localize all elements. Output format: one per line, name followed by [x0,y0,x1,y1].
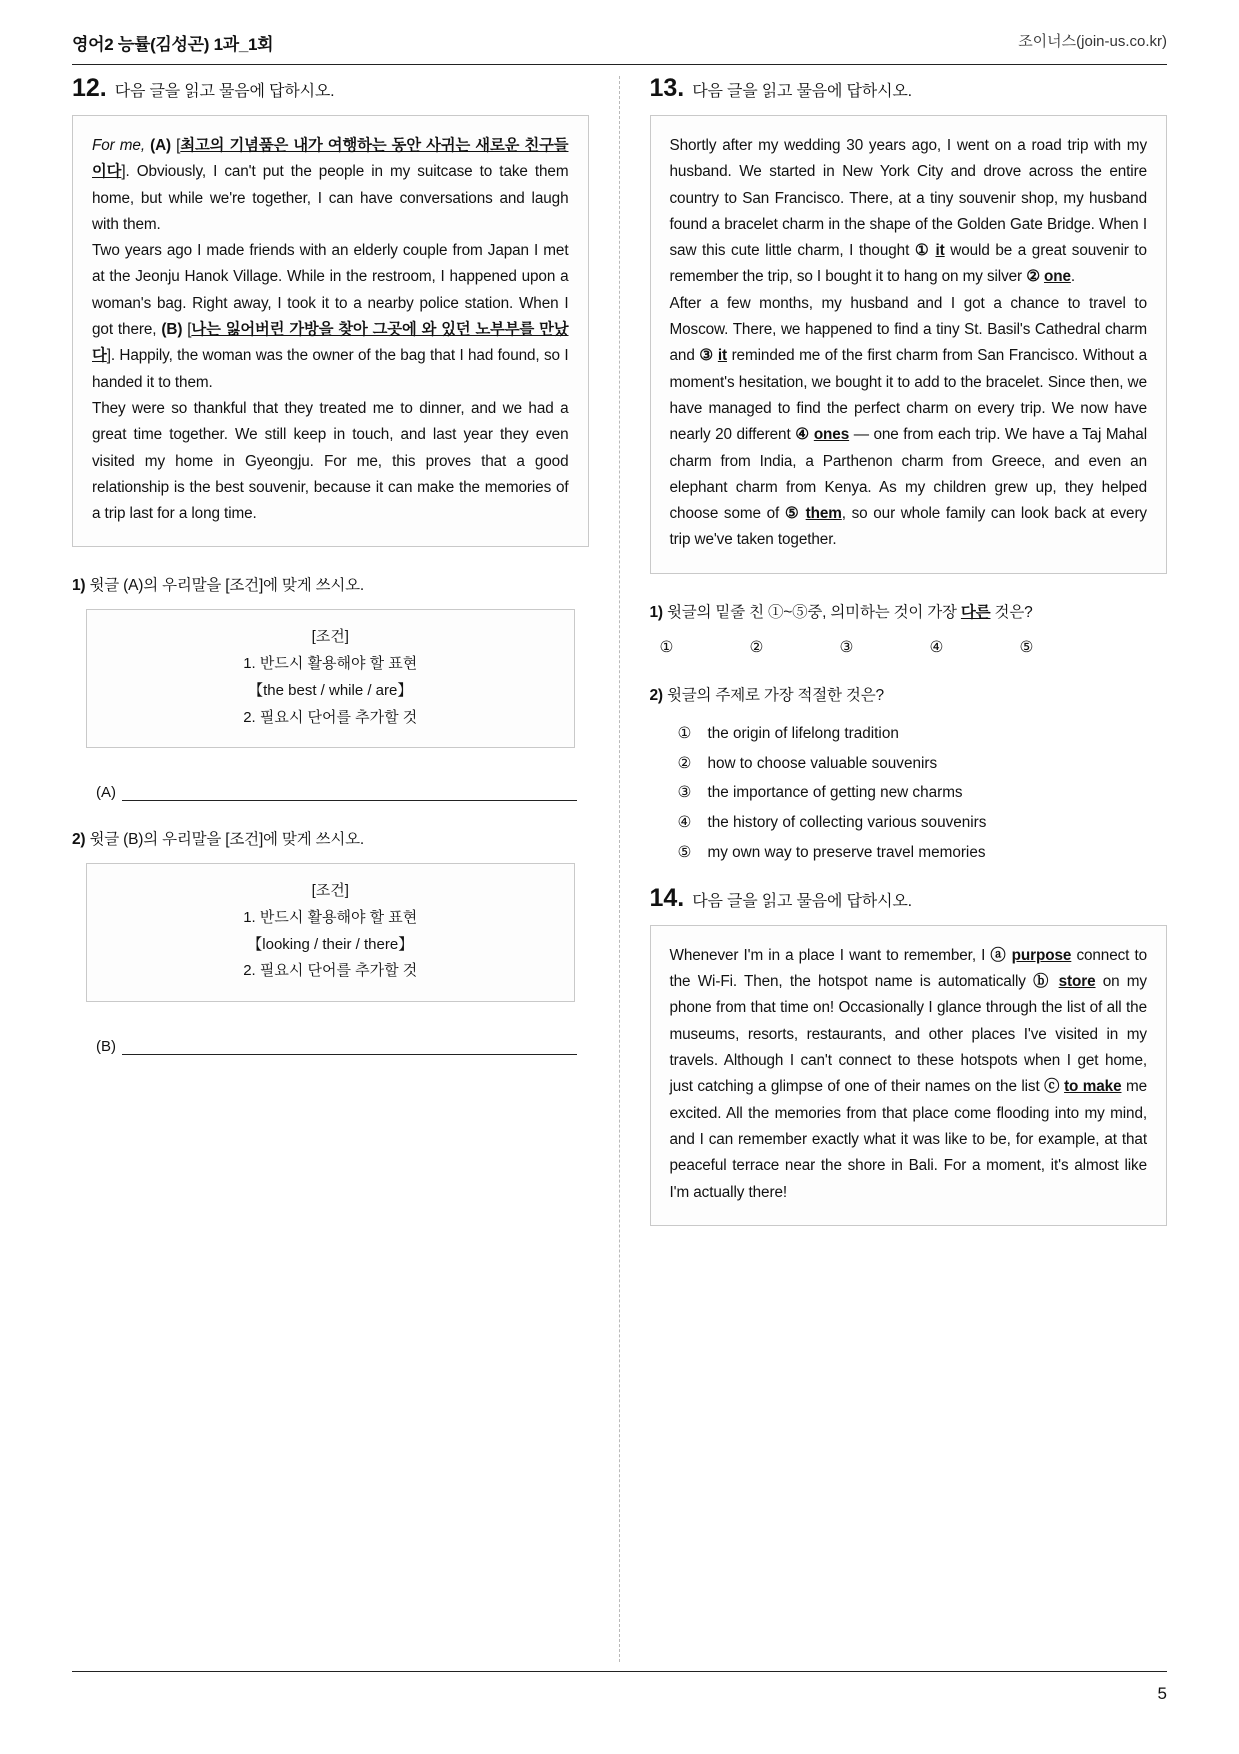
answer-line-b-label: (B) [96,1037,116,1055]
page-header [72,30,1167,65]
passage-13-marker-3-number: ③ [699,347,714,365]
question-13-head [650,76,1168,101]
passage-12-korean-a: 최고의 기념품은 내가 여행하는 동안 사귀는 새로운 친구들이다 [92,137,569,181]
passage-12-paragraph-3: They were so thankful that they treated me to dinner, and we had a great time together. We still keep in touch, and last year they even visited my home in Gyeongju. For me, this proves that a good relationship is the best souvenir, because it can make the memories of a trip last for a long time. [92,399,569,523]
passage-12-p2-part1: Two years ago I made friends with an elderly couple from Japan I met at the Jeonju Hanok Village. While in the restroom, I happened upon a woman's bag. Right away, I took it to a nearby police station. When I got there, [92,242,569,339]
question-14-number: 14. [649,883,685,912]
passage-14-marker-b-number: ⓑ [1033,973,1052,991]
question-12-answer-line-b[interactable] [96,1036,577,1055]
answer-line-a-rule[interactable] [122,782,577,801]
passage-14-part3: on my phone from that time on! Occasionally I glance through the list of all the museums, resorts, restaurants, and other places I've visited in my travels. Although I can't connect to these hotspots when I get home, just catching a glimpse of one of their names on the list [669,973,1147,1096]
choice-number-1[interactable]: ① [659,638,674,656]
passage-12-paragraph-2 [92,238,569,396]
passage-12-p2-bracket-open: [ [182,321,192,339]
left-column [72,76,620,1662]
question-13-sub-1-label: 1) [649,603,663,621]
passage-13-marker-5-word: them [805,505,842,523]
condition-2-title: [조건] [311,882,349,900]
passage-12-marker-b: (B) [161,321,183,339]
passage-13-marker-2-word: one [1043,268,1071,286]
page-number: 5 [1157,1684,1167,1703]
passage-14-marker-a-number: ⓐ [990,946,1007,964]
passage-13-p2-part2: reminded me of the first charm from San Francisco. Without a moment's hesitation, we bought it to add to the bracelet. Since then, we have managed to find the perfect charm on every trip. We now have nearly 20 different [669,347,1147,444]
option-item[interactable] [678,749,1168,779]
passage-13-p1-part3: . [1070,268,1076,286]
choice-number-2[interactable]: ② [749,638,764,656]
question-12-sub-2 [72,827,589,849]
question-12-head [72,76,589,101]
passage-13-p1-part2: would be a great souvenir to remember the trip, so I bought it to hang on my silver [669,242,1147,286]
question-12-instruction: 다음 글을 읽고 물음에 답하시오. [114,83,335,100]
question-13-sub-2-label: 2) [649,686,663,704]
question-12-sub-1-text: 윗글 (A)의 우리말을 [조건]에 맞게 쓰시오. [89,577,365,595]
passage-14-part2: connect to the Wi-Fi. Then, the hotspot name is automatically [669,946,1147,991]
option-2-text: how to choose valuable souvenirs [707,754,938,772]
condition-1-line-3: 2. 필요시 단어를 추가할 것 [243,708,418,726]
condition-2-line-3: 2. 필요시 단어를 추가할 것 [243,962,418,980]
option-1-number: ① [677,724,692,742]
question-13-sub-1-text-b: 것은? [990,603,1033,621]
passage-13-p2-part3: — one from each trip. We have a Taj Mahal charm from India, a Parthenon charm from Greece, and even an elephant charm from Kenya. As my children grew up, they helped choose some of [669,426,1147,523]
choice-number-5[interactable]: ⑤ [1019,638,1034,656]
passage-13-paragraph-1 [670,133,1148,291]
question-13-instruction: 다음 글을 읽고 물음에 답하시오. [692,83,912,100]
passage-12-p1-rest: ]. Obviously, I can't put the people in my suitcase to take them home, but while we're together, I can have conversations and laugh with them. [92,163,569,233]
question-12-sub-2-label: 2) [72,831,86,849]
header-publisher: 조이너스(join-us.co.kr) [1018,33,1167,50]
passage-12-p1-part1: For me, [92,137,151,154]
condition-1-title: [조건] [311,628,349,646]
condition-1-line-2: 【the best / while / are】 [248,681,413,699]
page-footer [72,1671,1167,1706]
passage-14-marker-c-number: ⓒ [1044,1078,1060,1096]
passage-13-marker-1-number: ① [914,242,930,260]
option-2-number: ② [677,754,692,772]
question-13-passage [650,115,1168,574]
content-columns [72,76,1167,1662]
passage-13-p2-part4: , so our whole family can look back at every trip we've taken together. [669,505,1147,549]
passage-13-marker-2-number: ② [1026,268,1040,286]
question-12-sub-2-text: 윗글 (B)의 우리말을 [조건]에 맞게 쓰시오. [89,831,365,849]
option-item[interactable] [678,838,1168,868]
question-13-sub-1 [650,600,1168,622]
passage-12-p2-rest: ]. Happily, the woman was the owner of the bag that I had found, so I handed it to them. [92,347,569,391]
question-13-sub-2-text: 윗글의 주제로 가장 적절한 것은? [667,686,884,704]
question-13-number: 13. [649,74,685,102]
question-12-passage [72,115,589,547]
condition-2-line-1: 1. 반드시 활용해야 할 표현 [243,908,418,926]
passage-13-paragraph-2 [670,291,1148,554]
passage-14-paragraph-1 [670,943,1148,1206]
header-title: 영어2 능률(김성곤) 1과_1회 [72,35,274,54]
answer-line-b-rule[interactable] [122,1036,577,1055]
condition-2-line-2: 【looking / their / there】 [247,935,414,953]
option-3-number: ③ [677,784,692,802]
passage-13-p1-part1: Shortly after my wedding 30 years ago, I went on a road trip with my husband. We started in New York City and drove across the entire country to San Francisco. There, at a tiny souvenir shop, my husband found a bracelet charm in the shape of the Golden Gate Bridge. When I saw this cute little charm, I thought [669,137,1147,260]
question-14-passage [650,925,1168,1226]
answer-line-a-label: (A) [96,784,116,802]
question-12-number: 12. [72,74,107,102]
passage-14-marker-c-word: to make [1064,1078,1122,1096]
option-3-text: the importance of getting new charms [707,784,963,802]
option-1-text: the origin of lifelong tradition [707,724,899,742]
passage-14-marker-a-word: purpose [1011,946,1072,964]
passage-12-korean-b: 나는 잃어버린 가방을 찾아 그곳에 와 있던 노부부를 만났다 [92,321,569,365]
question-12-sub-1 [72,573,589,595]
question-12-answer-line-a[interactable] [96,782,577,801]
passage-14-part4: me excited. All the memories from that place come flooding into my mind, and I can remember exactly what it was like to be, for example, at that peaceful terrace near the shore in Bali. For a moment, it's almost like I'm actually there! [669,1078,1147,1201]
choice-number-3[interactable]: ③ [839,638,854,656]
option-item[interactable] [678,778,1168,808]
passage-12-marker-a: (A) [150,137,172,154]
passage-13-marker-3-word: it [717,347,728,365]
option-4-number: ④ [677,814,692,832]
question-13-sub-1-emphasis: 다른 [960,603,991,621]
passage-14-marker-b-word: store [1058,973,1096,991]
passage-13-marker-4-number: ④ [795,426,810,444]
passage-13-marker-1-word: it [935,242,945,260]
passage-13-p2-part1: After a few months, my husband and I got a chance to travel to Moscow. There, we happened to find a tiny St. Basil's Cathedral charm and [669,294,1147,365]
question-12-condition-box-2 [86,863,575,1002]
option-item[interactable] [678,808,1168,838]
passage-13-marker-5-number: ⑤ [784,505,800,523]
question-14-head [649,883,1168,912]
choice-number-4[interactable]: ④ [929,638,944,656]
option-4-text: the history of collecting various souvenirs [707,814,987,832]
passage-12-p1-bracket-open: [ [171,137,181,154]
question-12-sub-1-label: 1) [72,577,86,595]
question-14-instruction: 다음 글을 읽고 물음에 답하시오. [692,892,912,910]
option-item[interactable] [678,719,1168,749]
passage-13-marker-4-word: ones [813,426,850,444]
question-13-sub-2 [650,683,1168,705]
passage-12-paragraph-1 [92,133,569,238]
question-13-options [650,719,1168,868]
question-13-sub-1-text-a: 윗글의 밑줄 친 ①~⑤중, 의미하는 것이 가장 [667,603,961,621]
passage-14-part1: Whenever I'm in a place I want to remember, I [669,946,991,964]
question-12-condition-box-1 [86,609,575,748]
question-13-choice-row[interactable] [650,638,1168,657]
condition-1-line-1: 1. 반드시 활용해야 할 표현 [243,655,418,673]
right-column [620,76,1168,1662]
option-5-text: my own way to preserve travel memories [707,844,986,862]
option-5-number: ⑤ [677,844,692,862]
